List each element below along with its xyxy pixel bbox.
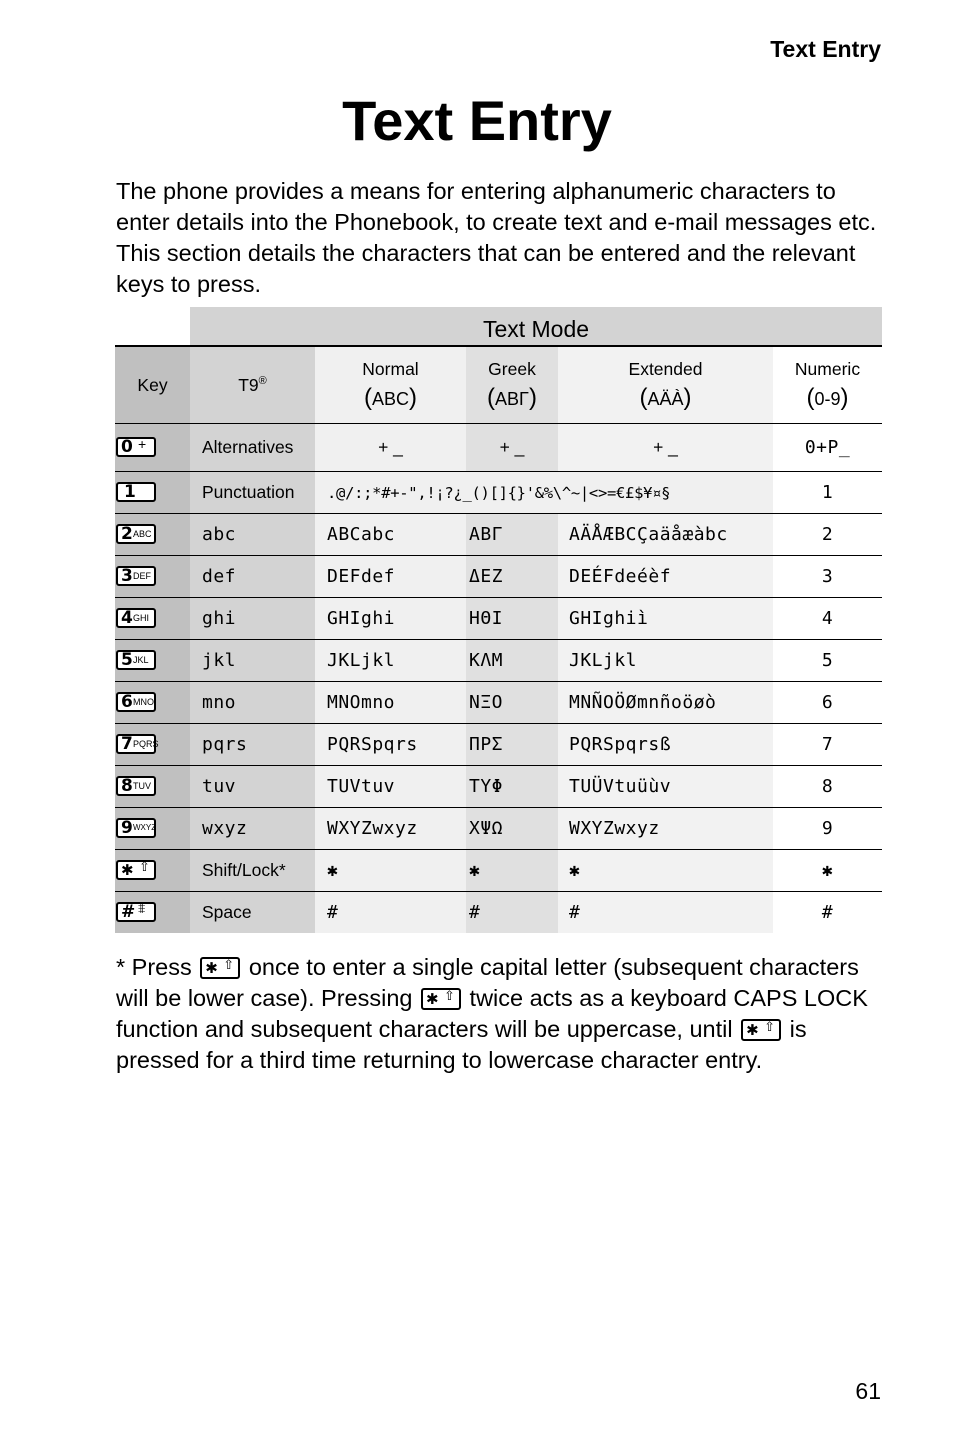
hash-space-key-icon: # ⩨ [116,902,156,922]
table-row [115,766,882,808]
footnote-text-2: once to enter a single capital letter (subsequent characters will be lower case). Pressing [116,954,859,1011]
key-0-icon: 0 + [116,437,156,457]
table-row [115,556,882,598]
greek-cell: ΧΨΩ [466,808,558,850]
col-numeric-sub: 0-9 [814,388,841,409]
col-extended-sub: AÄÀ [647,388,684,409]
numeric-cell: 8 [773,766,882,808]
normal-cell: DEFdef [315,556,466,598]
greek-cell: ΤΥΦ [466,766,558,808]
greek-cell: ΑΒΓ [466,514,558,556]
table-row [115,424,882,472]
extended-cell: # [558,892,773,934]
intro-paragraph: The phone provides a means for entering alphanumeric characters to enter details into the Phonebook, to create text and e-mail messages etc. This section details the characters that can be entered and the relevant keys to press. [116,178,877,297]
key-cell [115,424,190,472]
page-number: 61 [855,1378,881,1404]
numeric-cell: 4 [773,598,882,640]
greek-cell: ΠΡΣ [466,724,558,766]
key-4-icon: 4 GHI [116,608,156,628]
col-key: Key [115,346,190,424]
greek-cell: # [466,892,558,934]
table-row [115,850,882,892]
table-row [115,724,882,766]
table-row [115,640,882,682]
t9-cell: Punctuation [190,472,315,514]
col-numeric: Numeric (0-9) [773,346,882,424]
table-row [115,808,882,850]
star-shift-key-icon: ✱ ⇧ [116,860,156,880]
key-cell [115,808,190,850]
col-greek: Greek (ΑΒΓ) [466,346,558,424]
t9-cell: abc [190,514,315,556]
normal-cell: GHIghi [315,598,466,640]
greek-cell: ΗΘΙ [466,598,558,640]
normal-cell: MNOmno [315,682,466,724]
numeric-cell: # [773,892,882,934]
key-cell [115,850,190,892]
greek-cell: ΚΛΜ [466,640,558,682]
key-6-icon: 6 MNO [116,692,156,712]
normal-cell: JKLjkl [315,640,466,682]
col-normal-label: Normal [362,358,419,379]
key-cell [115,640,190,682]
normal-cell: ABCabc [315,514,466,556]
col-extended-label: Extended [628,358,703,379]
col-numeric-label: Numeric [794,358,861,379]
numeric-cell: 5 [773,640,882,682]
table-corner [115,307,190,346]
greek-cell: + _ [466,424,558,472]
numeric-cell: 2 [773,514,882,556]
normal-cell: # [315,892,466,934]
punctuation-cell: .@/:;*#+-",!¡?¿_()[]{}'&%\^~|<>=€£$¥¤§ [315,472,773,514]
normal-cell: + _ [315,424,466,472]
col-extended: Extended (AÄÀ) [558,346,773,424]
key-cell [115,514,190,556]
extended-cell: TUÜVtuüùv [558,766,773,808]
key-cell [115,766,190,808]
extended-cell: MNÑOÖØmnñoöøò [558,682,773,724]
greek-cell: ✱ [466,850,558,892]
key-7-icon: 7 PQRS [116,734,156,754]
col-t9 [190,346,315,424]
key-cell [115,472,190,514]
key-cell [115,682,190,724]
t9-cell: def [190,556,315,598]
extended-cell: AÄÅÆBCÇaäåæàbc [558,514,773,556]
col-normal: Normal (ABC) [315,346,466,424]
t9-cell: tuv [190,766,315,808]
numeric-cell: 6 [773,682,882,724]
text-mode-table [115,307,882,933]
col-greek-label: Greek [488,358,536,379]
key-cell [115,892,190,934]
star-shift-key-icon: ✱ ⇧ [421,988,461,1010]
normal-cell: TUVtuv [315,766,466,808]
extended-cell: ✱ [558,850,773,892]
key-5-icon: 5 JKL [116,650,156,670]
running-head: Text Entry [770,36,881,62]
normal-cell: WXYZwxyz [315,808,466,850]
table-row [115,472,882,514]
footnote [116,952,886,1076]
col-t9-label: T9 [238,374,259,395]
greek-cell: ΝΞΟ [466,682,558,724]
key-cell [115,598,190,640]
table-row [115,892,882,934]
key-1-icon: 1 [116,482,156,502]
key-3-icon: 3 DEF [116,566,156,586]
page-title: Text Entry [342,89,612,152]
col-greek-sub: ΑΒΓ [495,388,529,409]
table-row [115,514,882,556]
star-shift-key-icon: ✱ ⇧ [200,957,240,979]
extended-cell: PQRSpqrsß [558,724,773,766]
t9-cell: pqrs [190,724,315,766]
column-header-row [115,346,882,424]
t9-cell: Space [190,892,315,934]
table-row [115,598,882,640]
numeric-cell: 7 [773,724,882,766]
registered-mark: ® [258,374,267,387]
numeric-cell: 1 [773,472,882,514]
extended-cell: GHIghiì [558,598,773,640]
key-9-icon: 9 WXYZ [116,818,156,838]
numeric-cell: 3 [773,556,882,598]
numeric-cell: 9 [773,808,882,850]
extended-cell: + _ [558,424,773,472]
footnote-text-3: twice acts as a keyboard CAPS LOCK function and subsequent characters will be uppercase, until [116,985,868,1042]
t9-cell: wxyz [190,808,315,850]
normal-cell: PQRSpqrs [315,724,466,766]
key-cell [115,556,190,598]
greek-cell: ΔΕΖ [466,556,558,598]
numeric-cell: 0+P_ [773,424,882,472]
numeric-cell: ✱ [773,850,882,892]
footnote-text-4: is pressed for a third time returning to lowercase character entry. [116,1016,807,1073]
extended-cell: JKLjkl [558,640,773,682]
col-normal-sub: ABC [371,388,409,409]
t9-cell: Alternatives [190,424,315,472]
t9-cell: Shift/Lock* [190,850,315,892]
table-row [115,682,882,724]
text-mode-header: Text Mode [190,307,882,346]
extended-cell: WXYZwxyz [558,808,773,850]
normal-cell: ✱ [315,850,466,892]
footnote-text-1: * Press [116,954,192,980]
key-2-icon: 2 ABC [116,524,156,544]
t9-cell: jkl [190,640,315,682]
star-shift-key-icon: ✱ ⇧ [741,1019,781,1041]
key-8-icon: 8 TUV [116,776,156,796]
t9-cell: ghi [190,598,315,640]
key-cell [115,724,190,766]
t9-cell: mno [190,682,315,724]
extended-cell: DEÉFdeéèf [558,556,773,598]
